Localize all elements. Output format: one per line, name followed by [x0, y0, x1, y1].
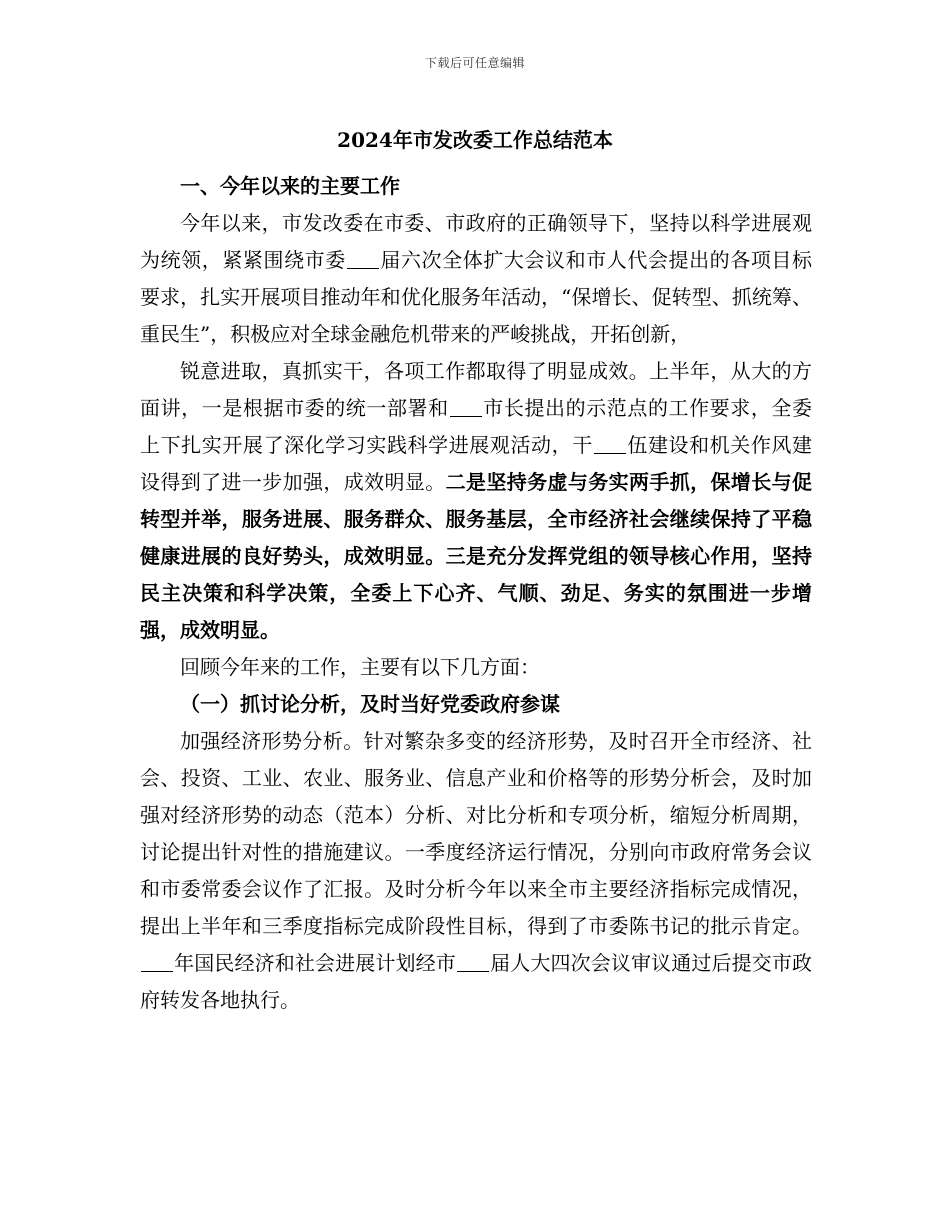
blank-underline [347, 248, 379, 269]
paragraph-1-text-b: 届六次全体扩大会议和市人代会提出的各项目标要求，扎实开展项目推动年和优化服务年活动，“保增长、促转型、抓统筹、重民生”，积极应对全球金融危机带来的严峻挑战，开拓创新， [140, 248, 813, 346]
paragraph-2-text-b: 市长提出的示范点的工作要求，全委上下扎实开展了深化学习实践科学进展观活动，干 [140, 396, 813, 457]
paragraph-3: 回顾今年来的工作，主要有以下几方面： [180, 655, 540, 679]
blank-underline [457, 951, 489, 972]
paragraph-2 [140, 353, 812, 649]
blank-underline [594, 433, 626, 454]
paragraph-1-text-a: 今年以来，市发改委在市委、市政府的正确领导下，坚持以科学进展观为统领，紧紧围绕市委 [140, 211, 812, 272]
paragraph-4 [140, 723, 812, 1019]
paragraph-4-text-c: 届人大四次会议审议通过后提交市政府转发各地执行。 [140, 951, 813, 1012]
paragraph-1 [140, 205, 812, 353]
paragraph-2-text-c: 伍建设和机关作风建设得到了进一步加强，成效明显。 [140, 433, 813, 494]
paragraph-2-text-a: 锐意进取，真抓实干，各项工作都取得了明显成效。上半年，从大的方面讲，一是根据市委的统一部署和 [140, 359, 812, 420]
blank-underline [450, 396, 482, 417]
paragraph-4-text-b: 年国民经济和社会进展计划经市 [174, 951, 456, 975]
blank-underline [141, 951, 173, 972]
section-heading-2: （一）抓讨论分析，及时当好党委政府参谋 [180, 692, 560, 716]
section-heading-1: 一、今年以来的主要工作 [180, 174, 400, 198]
document-title: 2024年市发改委工作总结范本 [337, 128, 613, 152]
paragraph-4-text-a: 加强经济形势分析。针对繁杂多变的经济形势，及时召开全市经济、社会、投资、工业、农业、服务业、信息产业和价格等的形势分析会，及时加强对经济形势的动态（范本）分析、对比分析和专项分析，缩短分析周期，讨论提出针对性的措施建议。一季度经济运行情况，分别向市政府常务会议和市委常委会议作了汇报。及时分析今年以来全市主要经济指标完成情况，提出上半年和三季度指标完成阶段性目标，得到了市委陈书记的批示肯定。 [140, 729, 812, 938]
page-header-note: 下载后可任意编辑 [424, 56, 525, 70]
document-body [140, 168, 812, 1019]
paragraph-2-bold-text: 二是坚持务虚与务实两手抓，保增长与促转型并举，服务进展、服务群众、服务基层，全市经济社会继续保持了平稳健康进展的良好势头，成效明显。三是充分发挥党组的领导核心作用，坚持民主决策和科学决策，全委上下心齐、气顺、劲足、务实的氛围进一步增强，成效明显。 [140, 470, 812, 642]
